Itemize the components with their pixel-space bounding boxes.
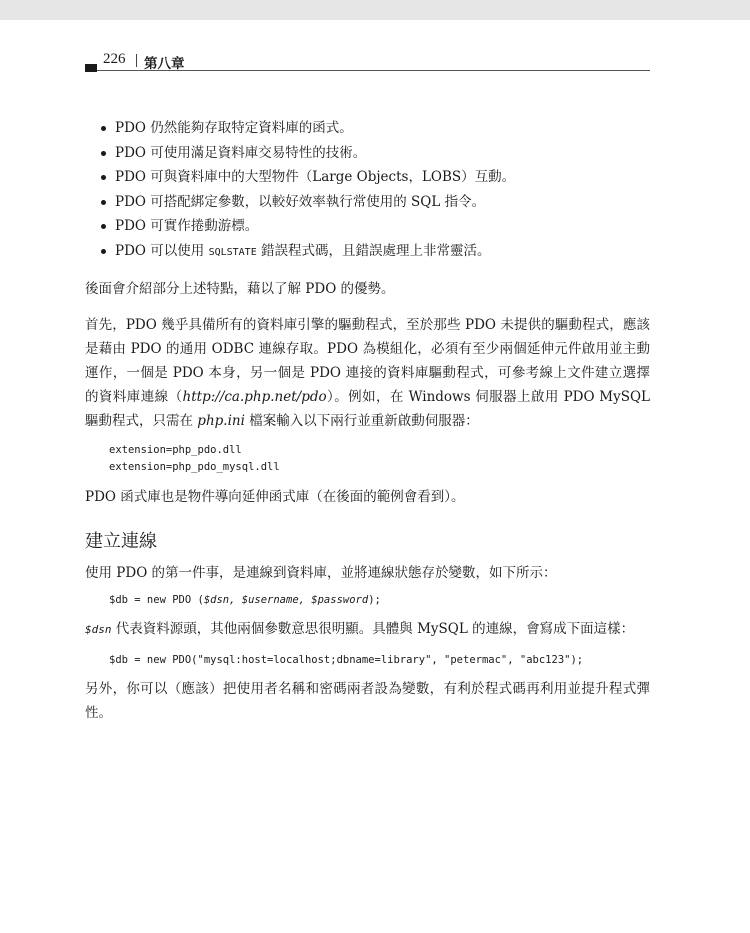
header-separator: [136, 54, 137, 67]
bullet-icon: [101, 200, 106, 205]
list-item: PDO 可以使用 SQLSTATE 錯誤程式碼，且錯誤處理上非常靈活。: [85, 239, 650, 264]
code-args: $dsn, $username, $password: [203, 594, 369, 606]
code-block-mysql: $db = new PDO("mysql:host=localhost;dbname=library", "petermac", "abc123");: [109, 654, 584, 666]
list-item: PDO 仍然能夠存取特定資料庫的函式。: [85, 116, 650, 141]
feature-list: [85, 116, 650, 263]
bullet-icon: [101, 151, 106, 156]
bullet-icon: [101, 175, 106, 180]
bullet-icon: [101, 126, 106, 131]
code-block-connect: $db = new PDO ($dsn, $username, $password);: [109, 594, 381, 606]
closing-paragraph: 另外，你可以（應該）把使用者名稱和密碼兩者設為變數，有利於程式碼再利用並提升程式彈性。: [85, 681, 650, 721]
page-number: 226: [103, 51, 126, 67]
list-item: PDO 可搭配綁定參數，以較好效率執行常使用的 SQL 指令。: [85, 190, 650, 215]
inline-code: SQLSTATE: [208, 246, 257, 258]
dsn-var: $dsn: [85, 623, 112, 636]
top-margin-band: [0, 0, 750, 20]
bullet-icon: [101, 224, 106, 229]
code-block-extensions: [85, 442, 650, 476]
oo-paragraph: PDO 函式庫也是物件導向延伸函式庫（在後面的範例會看到）。: [85, 489, 465, 505]
code-line: extension=php_pdo.dll: [109, 444, 242, 456]
ini-filename: php.ini: [197, 413, 245, 429]
list-item: PDO 可實作捲動游標。: [85, 214, 650, 239]
page-body: [85, 116, 650, 725]
doc-url: http://ca.php.net/pdo: [182, 389, 327, 405]
code-line: extension=php_pdo_mysql.dll: [109, 461, 280, 473]
header-bar-mark: [85, 64, 97, 72]
bullet-icon: [101, 249, 106, 254]
section-heading: 建立連線: [85, 531, 157, 552]
intro-paragraph: 後面會介紹部分上述特點，藉以了解 PDO 的優勢。: [85, 281, 395, 297]
list-item: PDO 可使用滿足資料庫交易特性的技術。: [85, 141, 650, 166]
list-item: PDO 可與資料庫中的大型物件（Large Objects，LOBS）互動。: [85, 165, 650, 190]
driver-paragraph: 首先，PDO 幾乎具備所有的資料庫引擎的驅動程式，至於那些 PDO 未提供的驅動程式，應該是藉由 PDO 的通用 ODBC 連線存取。PDO 為模組化，必須有至少兩個延伸元件啟用並主動運作，一個是 PDO 本身，另一個是 PDO 連接的資料庫驅動程式，可參考線上文件建立選擇的資料庫連線（http://ca.php.net/pdo）。例如，在 Windows 伺服器上啟用 PDO MySQL 驅動程式，只需在 php.ini 檔案輸入以下兩行並重新啟動伺服器：: [85, 317, 650, 429]
dsn-paragraph: $dsn 代表資料源頭，其他兩個參數意思很明顯。具體與 MySQL 的連線，會寫成下面這樣：: [85, 621, 635, 637]
connect-paragraph: 使用 PDO 的第一件事，是連線到資料庫，並將連線狀態存於變數，如下所示：: [85, 565, 557, 581]
chapter-title: 第八章: [144, 56, 185, 72]
page-header: [85, 52, 650, 74]
